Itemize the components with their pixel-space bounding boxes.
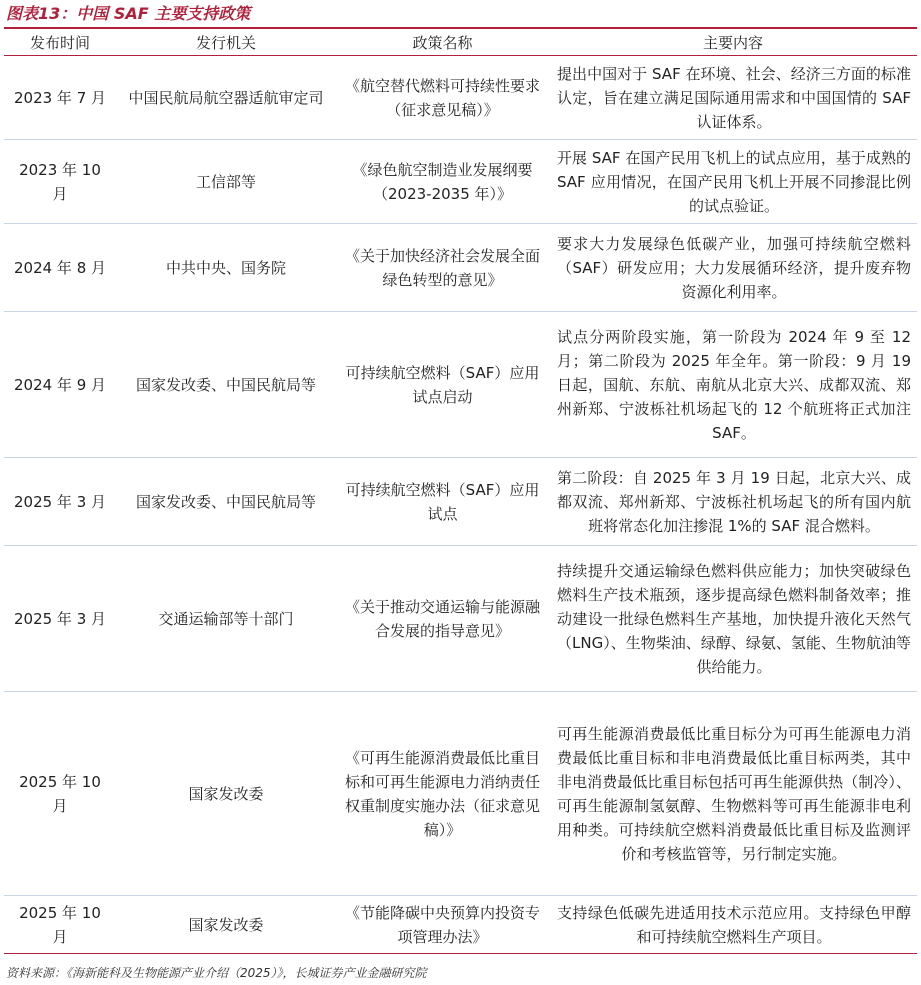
table-row — [4, 140, 917, 224]
cell-policy-name: 可持续航空燃料（SAF）应用试点启动 — [336, 312, 549, 458]
cell-content: 第二阶段：自 2025 年 3 月 19 日起，北京大兴、成都双流、郑州新郑、宁波栎社机场起飞的所有国内航班将常态化加注掺混 1%的 SAF 混合燃料。 — [549, 458, 917, 546]
cell-date: 2025 年 3 月 — [4, 546, 116, 692]
header-issuer: 发行机关 — [116, 30, 336, 56]
table-row — [4, 458, 917, 546]
cell-date: 2023 年 7 月 — [4, 56, 116, 140]
table-row — [4, 896, 917, 954]
policy-table — [4, 30, 917, 954]
cell-date: 2025 年 10 月 — [4, 896, 116, 954]
cell-policy-name: 可持续航空燃料（SAF）应用试点 — [336, 458, 549, 546]
cell-date: 2023 年 10 月 — [4, 140, 116, 224]
cell-policy-name: 《关于加快经济社会发展全面绿色转型的意见》 — [336, 224, 549, 312]
cell-content: 可再生能源消费最低比重目标分为可再生能源电力消费最低比重目标和非电消费最低比重目标两类，其中非电消费最低比重目标包括可再生能源供热（制冷）、可再生能源制氢氨醇、生物燃料等可再生能源非电利用种类。可持续航空燃料消费最低比重目标及监测评价和考核监管等，另行制定实施。 — [549, 692, 917, 896]
cell-date: 2024 年 8 月 — [4, 224, 116, 312]
table-row — [4, 312, 917, 458]
cell-issuer: 交通运输部等十部门 — [116, 546, 336, 692]
figure-title: 图表13：中国 SAF 主要支持政策 — [6, 4, 251, 23]
cell-content: 试点分两阶段实施，第一阶段为 2024 年 9 至 12 月；第二阶段为 2025 年全年。第一阶段：9 月 19 日起，国航、东航、南航从北京大兴、成都双流、郑州新郑、宁波栎社机场起飞的 12 个航班将正式加注 SAF。 — [549, 312, 917, 458]
cell-content: 支持绿色低碳先进适用技术示范应用。支持绿色甲醇和可持续航空燃料生产项目。 — [549, 896, 917, 954]
cell-issuer: 国家发改委 — [116, 896, 336, 954]
cell-date: 2025 年 10 月 — [4, 692, 116, 896]
header-row — [4, 30, 917, 56]
source-note: 资料来源：《海新能科及生物能源产业介绍（2025）》，长城证券产业金融研究院 — [6, 966, 427, 980]
cell-policy-name: 《绿色航空制造业发展纲要（2023-2035 年）》 — [336, 140, 549, 224]
cell-issuer: 工信部等 — [116, 140, 336, 224]
cell-content: 要求大力发展绿色低碳产业，加强可持续航空燃料（SAF）研发应用；大力发展循环经济，提升废弃物资源化利用率。 — [549, 224, 917, 312]
header-date: 发布时间 — [4, 30, 116, 56]
title-rule — [4, 27, 917, 29]
cell-policy-name: 《关于推动交通运输与能源融合发展的指导意见》 — [336, 546, 549, 692]
cell-issuer: 中国民航局航空器适航审定司 — [116, 56, 336, 140]
cell-policy-name: 《航空替代燃料可持续性要求（征求意见稿）》 — [336, 56, 549, 140]
table-row — [4, 56, 917, 140]
header-content: 主要内容 — [549, 30, 917, 56]
table-row — [4, 692, 917, 896]
header-policy-name: 政策名称 — [336, 30, 549, 56]
cell-issuer: 国家发改委、中国民航局等 — [116, 458, 336, 546]
cell-content: 持续提升交通运输绿色燃料供应能力；加快突破绿色燃料生产技术瓶颈，逐步提高绿色燃料制备效率；推动建设一批绿色燃料生产基地，加快提升液化天然气（LNG）、生物柴油、绿醇、绿氨、氢能、生物航油等供给能力。 — [549, 546, 917, 692]
cell-issuer: 中共中央、国务院 — [116, 224, 336, 312]
cell-issuer: 国家发改委、中国民航局等 — [116, 312, 336, 458]
cell-date: 2024 年 9 月 — [4, 312, 116, 458]
cell-policy-name: 《可再生能源消费最低比重目标和可再生能源电力消纳责任权重制度实施办法（征求意见稿）》 — [336, 692, 549, 896]
cell-date: 2025 年 3 月 — [4, 458, 116, 546]
table-row — [4, 224, 917, 312]
cell-content: 提出中国对于 SAF 在环境、社会、经济三方面的标准认定，旨在建立满足国际通用需求和中国国情的 SAF 认证体系。 — [549, 56, 917, 140]
table-row — [4, 546, 917, 692]
cell-content: 开展 SAF 在国产民用飞机上的试点应用，基于成熟的 SAF 应用情况，在国产民用飞机上开展不同掺混比例的试点验证。 — [549, 140, 917, 224]
cell-issuer: 国家发改委 — [116, 692, 336, 896]
cell-policy-name: 《节能降碳中央预算内投资专项管理办法》 — [336, 896, 549, 954]
